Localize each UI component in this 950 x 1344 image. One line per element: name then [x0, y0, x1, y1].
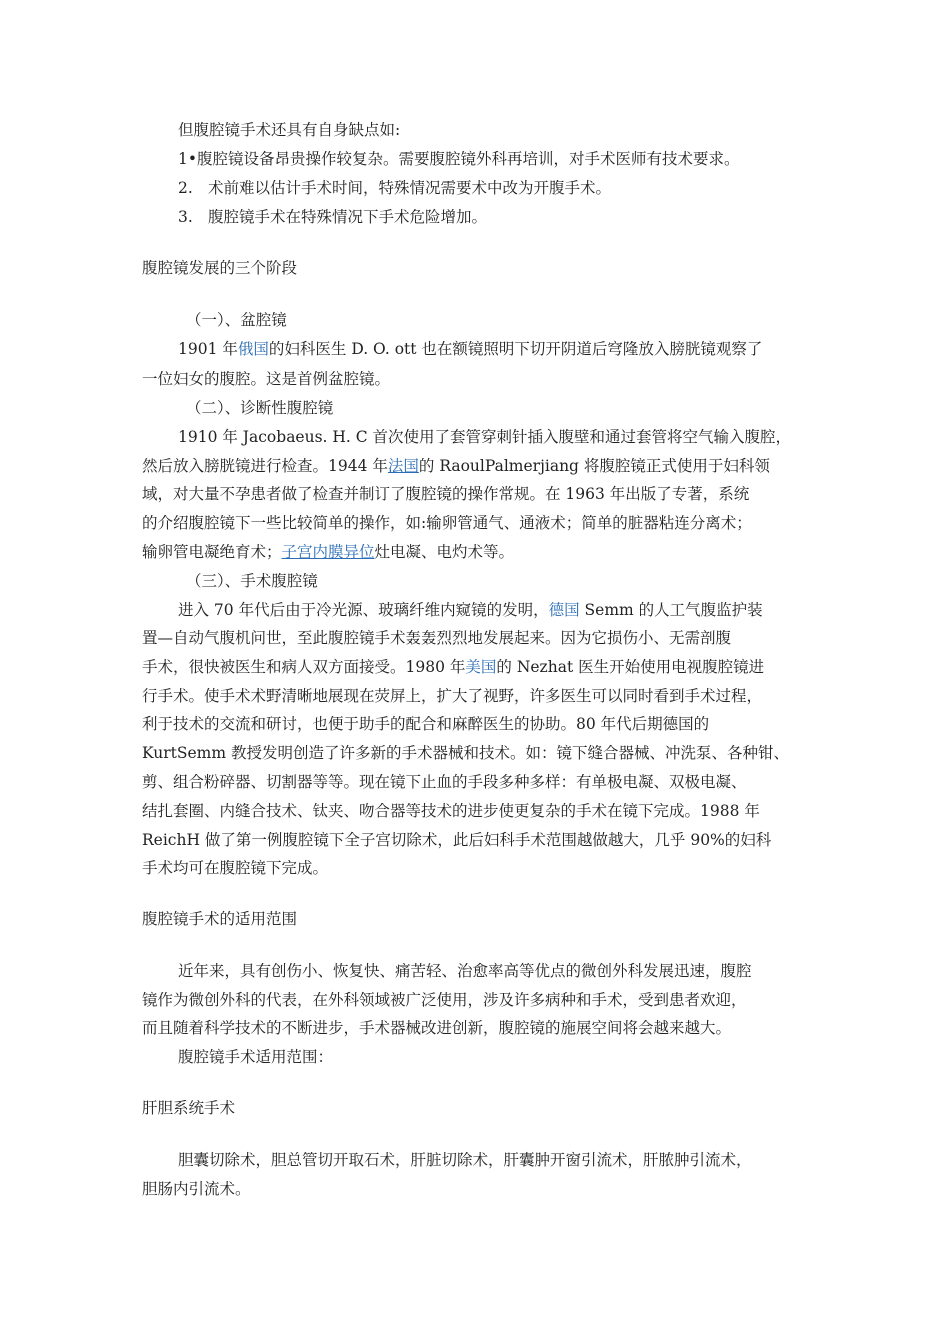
text-run: 手术，很快被医生和病人双方面接受。1980 年 [142, 658, 466, 676]
list-item [178, 207, 487, 227]
link-germany[interactable]: 德国 [548, 601, 580, 619]
paragraph-line: 手术均可在腹腔镜下完成。 [142, 859, 329, 877]
paragraph-line: 1910 年 Jacobaeus. H. C 首次使用了套管穿刺针插入腹壁和通过套管将空气输入腹腔， [178, 428, 792, 446]
list-number: 2. [178, 179, 193, 197]
paragraph-line [178, 600, 763, 620]
link-france[interactable]: 法国 [387, 457, 419, 475]
list-number: 1• [178, 150, 198, 168]
paragraph-line [142, 542, 514, 562]
stage-title: （三）、手术腹腔镜 [186, 572, 318, 590]
paragraph-line: 近年来，具有创伤小、恢复快、痛苦轻、治愈率高等优点的微创外科发展迅速，腹腔 [178, 962, 752, 980]
section-heading: 肝胆系统手术 [142, 1099, 236, 1117]
paragraph-line: 置—自动气腹机问世，至此腹腔镜手术轰轰烈烈地发展起来。因为它损伤小、无需剖腹 [142, 629, 732, 647]
paragraph-line: 利于技术的交流和研讨，也便于助手的配合和麻醉医生的协助。80 年代后期德国的 [142, 715, 710, 733]
paragraph-line: 胆肠内引流术。 [142, 1180, 251, 1198]
list-item [178, 178, 611, 198]
text-run: 的 Nezhat 医生开始使用电视腹腔镜进 [496, 658, 765, 676]
list-text: 腹腔镜设备昂贵操作较复杂。需要腹腔镜外科再培训，对手术医师有技术要求。 [197, 150, 740, 168]
list-text: 术前难以估计手术时间，特殊情况需要术中改为开腹手术。 [208, 179, 612, 197]
text-run: 灶电凝、电灼术等。 [374, 543, 515, 561]
link-endometriosis[interactable]: 子宫内膜异位 [281, 543, 375, 561]
paragraph-line: 域，对大量不孕患者做了检查并制订了腹腔镜的操作常规。在 1963 年出版了专著，系统 [142, 485, 750, 503]
paragraph-line: 的介绍腹腔镜下一些比较简单的操作，如:输卵管通气、通液术；简单的脏器粘连分离术； [142, 514, 752, 532]
link-russia[interactable]: 俄国 [237, 340, 269, 358]
paragraph-line [142, 456, 770, 476]
paragraph-line: 腹腔镜手术适用范围： [178, 1048, 334, 1066]
paragraph-line: 行手术。使手术术野清晰地展现在荧屏上，扩大了视野，许多医生可以同时看到手术过程， [142, 687, 763, 705]
paragraph-line: KurtSemm 教授发明创造了许多新的手术器械和技术。如：镜下缝合器械、冲洗泵、各种钳、 [142, 744, 789, 762]
paragraph-line: ReichH 做了第一例腹腔镜下全子宫切除术，此后妇科手术范围越做越大，几乎 90%的妇科 [142, 831, 772, 849]
text-run: 然后放入膀胱镜进行检查。1944 年 [142, 457, 388, 475]
list-item [178, 149, 740, 169]
text-run: 进入 70 年代后由于冷光源、玻璃纤维内窥镜的发明， [178, 601, 549, 619]
paragraph-line: 而且随着科学技术的不断进步，手术器械改进创新，腹腔镜的施展空间将会越来越大。 [142, 1019, 732, 1037]
text-run: 的 RaoulPalmerjiang 将腹腔镜正式使用于妇科领 [418, 457, 770, 475]
text-run: 1901 年 [178, 340, 238, 358]
section-heading: 腹腔镜手术的适用范围 [142, 910, 298, 928]
section-heading: 腹腔镜发展的三个阶段 [142, 259, 298, 277]
list-number: 3. [178, 208, 193, 226]
text-run: 的妇科医生 D. O. ott 也在额镜照明下切开阴道后穹隆放入膀胱镜观察了 [268, 340, 763, 358]
paragraph-line [178, 339, 762, 359]
link-usa[interactable]: 美国 [465, 658, 497, 676]
list-text: 腹腔镜手术在特殊情况下手术危险增加。 [208, 208, 488, 226]
paragraph-line: 结扎套圈、内缝合技术、钛夹、吻合器等技术的进步使更复杂的手术在镜下完成。1988 年 [142, 802, 760, 820]
paragraph-line: 胆囊切除术，胆总管切开取石术，肝脏切除术，肝囊肿开窗引流术，肝脓肿引流术， [178, 1151, 752, 1169]
paragraph-line [142, 657, 764, 677]
paragraph-line: 一位妇女的腹腔。这是首例盆腔镜。 [142, 370, 391, 388]
text-run: 输卵管电凝绝育术； [142, 543, 282, 561]
text-run: Semm 的人工气腹监护装 [579, 601, 763, 619]
paragraph-line: 剪、组合粉碎器、切割器等等。现在镜下止血的手段多种多样：有单极电凝、双极电凝、 [142, 773, 747, 791]
stage-title: （二）、诊断性腹腔镜 [186, 399, 334, 417]
stage-title: （一）、盆腔镜 [186, 311, 287, 329]
intro-lead: 但腹腔镜手术还具有自身缺点如: [178, 121, 401, 139]
paragraph-line: 镜作为微创外科的代表，在外科领域被广泛使用，涉及许多病种和手术，受到患者欢迎， [142, 991, 747, 1009]
